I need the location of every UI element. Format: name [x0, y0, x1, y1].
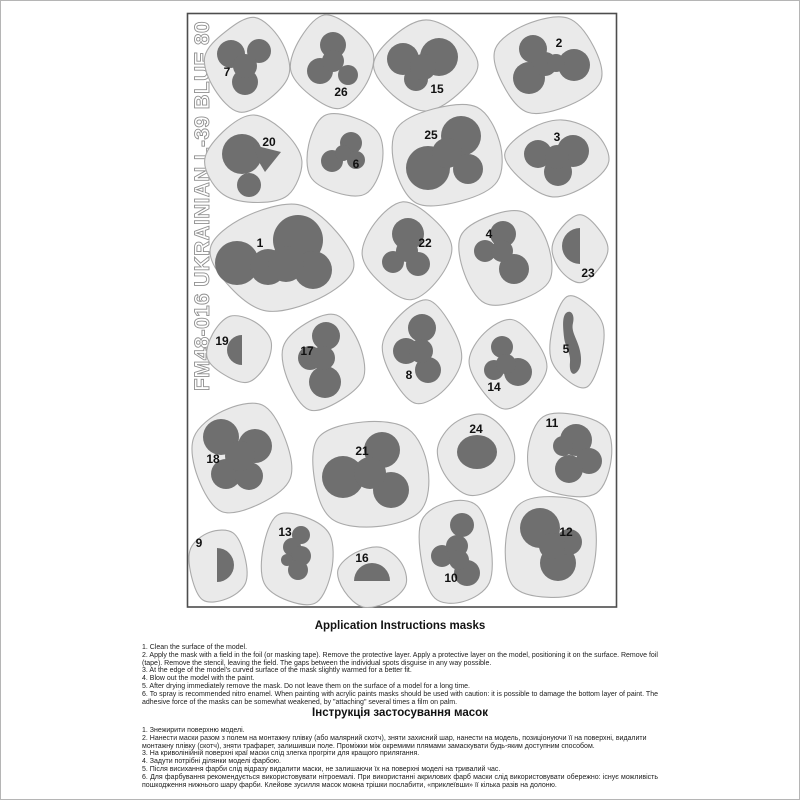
- mask-number: 24: [469, 422, 483, 436]
- mask-11: [528, 413, 612, 497]
- mask-number: 23: [581, 266, 595, 280]
- mask-number: 5: [562, 342, 570, 356]
- instructions-list-ua: [142, 727, 658, 789]
- mask-number: 15: [430, 82, 444, 96]
- mask-number: 9: [195, 536, 203, 550]
- instructions-title-ua: Інструкція застосування масок: [312, 707, 488, 719]
- mask-number: 8: [405, 368, 413, 382]
- mask-9: [189, 530, 247, 602]
- instruction-item: 6. Для фарбування рекомендується використовувати нітроемалі. При використанні акрилових фарб маски слід використовувати обережно: існує можливість пошкодження нижнього шару фарби. Клейове зусилля масок можна трішки послабити, «приклеївши» її кілька разів на долоню.: [142, 773, 658, 789]
- mask-number: 3: [553, 130, 561, 144]
- mask-number: 20: [262, 135, 276, 149]
- mask-number: 2: [555, 36, 563, 50]
- mask-number: 25: [424, 128, 438, 142]
- mask-number: 17: [300, 344, 314, 358]
- instructions-title-en: Application Instructions masks: [314, 620, 486, 632]
- mask-number: 4: [485, 227, 493, 241]
- mask-6: [307, 114, 383, 196]
- instruction-item: 1. Clean the surface of the model.: [142, 644, 248, 651]
- mask-number: 26: [334, 85, 348, 99]
- instruction-item: 5. After drying immediately remove the mask. Do not leave them on the surface of a model for a long time.: [142, 682, 470, 690]
- mask-spot: [457, 435, 497, 469]
- instruction-item: 3. At the edge of the model's curved surface of the mask slightly warmed for a better fit.: [142, 667, 412, 675]
- instruction-item: 4. Blow out the model with the paint.: [142, 675, 255, 683]
- sheet-side-text: FM48-016 UKRAINIAN L-39 BLUE 80: [191, 14, 214, 391]
- instruction-item: 5. Після висихання фарби слід відразу видалити маски, не залишаючи їх на поверхні моделі на тривалий час.: [142, 765, 501, 773]
- mask-number: 6: [352, 157, 360, 171]
- instruction-item: 2. Apply the mask with a field in the foil (or masking tape). Remove the protective layer. Apply a protective layer on the model, positioning it on the surface. Remove foil (tape). Remove the stencil, leaving the field. The gaps between the individual spots disguise in any way possible.: [142, 651, 658, 667]
- mask-13: [261, 513, 333, 605]
- mask-4: [459, 211, 552, 306]
- mask-10: [419, 500, 492, 603]
- mask-number: 22: [418, 236, 432, 250]
- instruction-item: 4. Задути потрібні ділянки моделі фарбою.: [142, 758, 281, 766]
- mask-number: 1: [256, 236, 264, 250]
- instruction-item: 2. Нанести маски разом з полем на монтажну плівку (або малярний скотч), зняти захисний шар, нанести на модель, позиціонуючи її на поверхні, видалити монтажну плівку (скотч), зняти трафарет, залишивши поле. Проміжки між окремими плямами замаскувати будь-яким доступним способом.: [142, 734, 647, 750]
- mask-25: [392, 104, 502, 205]
- instruction-item: 6. To spray is recommended nitro enamel. When painting with acrylic paints masks should be used with caution: it is possible to damage the bottom layer of paint. The adhesive force of the masks can be somewhat weakened, by "attaching" several times a film on palm.: [142, 690, 658, 706]
- mask-number: 7: [223, 65, 231, 79]
- mask-number: 19: [215, 334, 229, 348]
- mask-number: 12: [559, 525, 573, 539]
- mask-number: 13: [278, 525, 292, 539]
- instruction-item: 1. Знежирити поверхню моделі.: [142, 727, 245, 734]
- instructions-list-en: [142, 644, 658, 706]
- mask-12: [505, 497, 596, 598]
- mask-number: 18: [206, 452, 220, 466]
- mask-number: 16: [355, 551, 369, 565]
- mask-21: [313, 421, 429, 527]
- mask-number: 10: [444, 571, 458, 585]
- mask-number: 21: [355, 444, 369, 458]
- mask-number: 11: [545, 416, 559, 430]
- mask-number: 14: [487, 380, 501, 394]
- instruction-item: 3. На криволінійній поверхні краї маски слід злегка прогріти для кращого прилягання.: [142, 750, 420, 758]
